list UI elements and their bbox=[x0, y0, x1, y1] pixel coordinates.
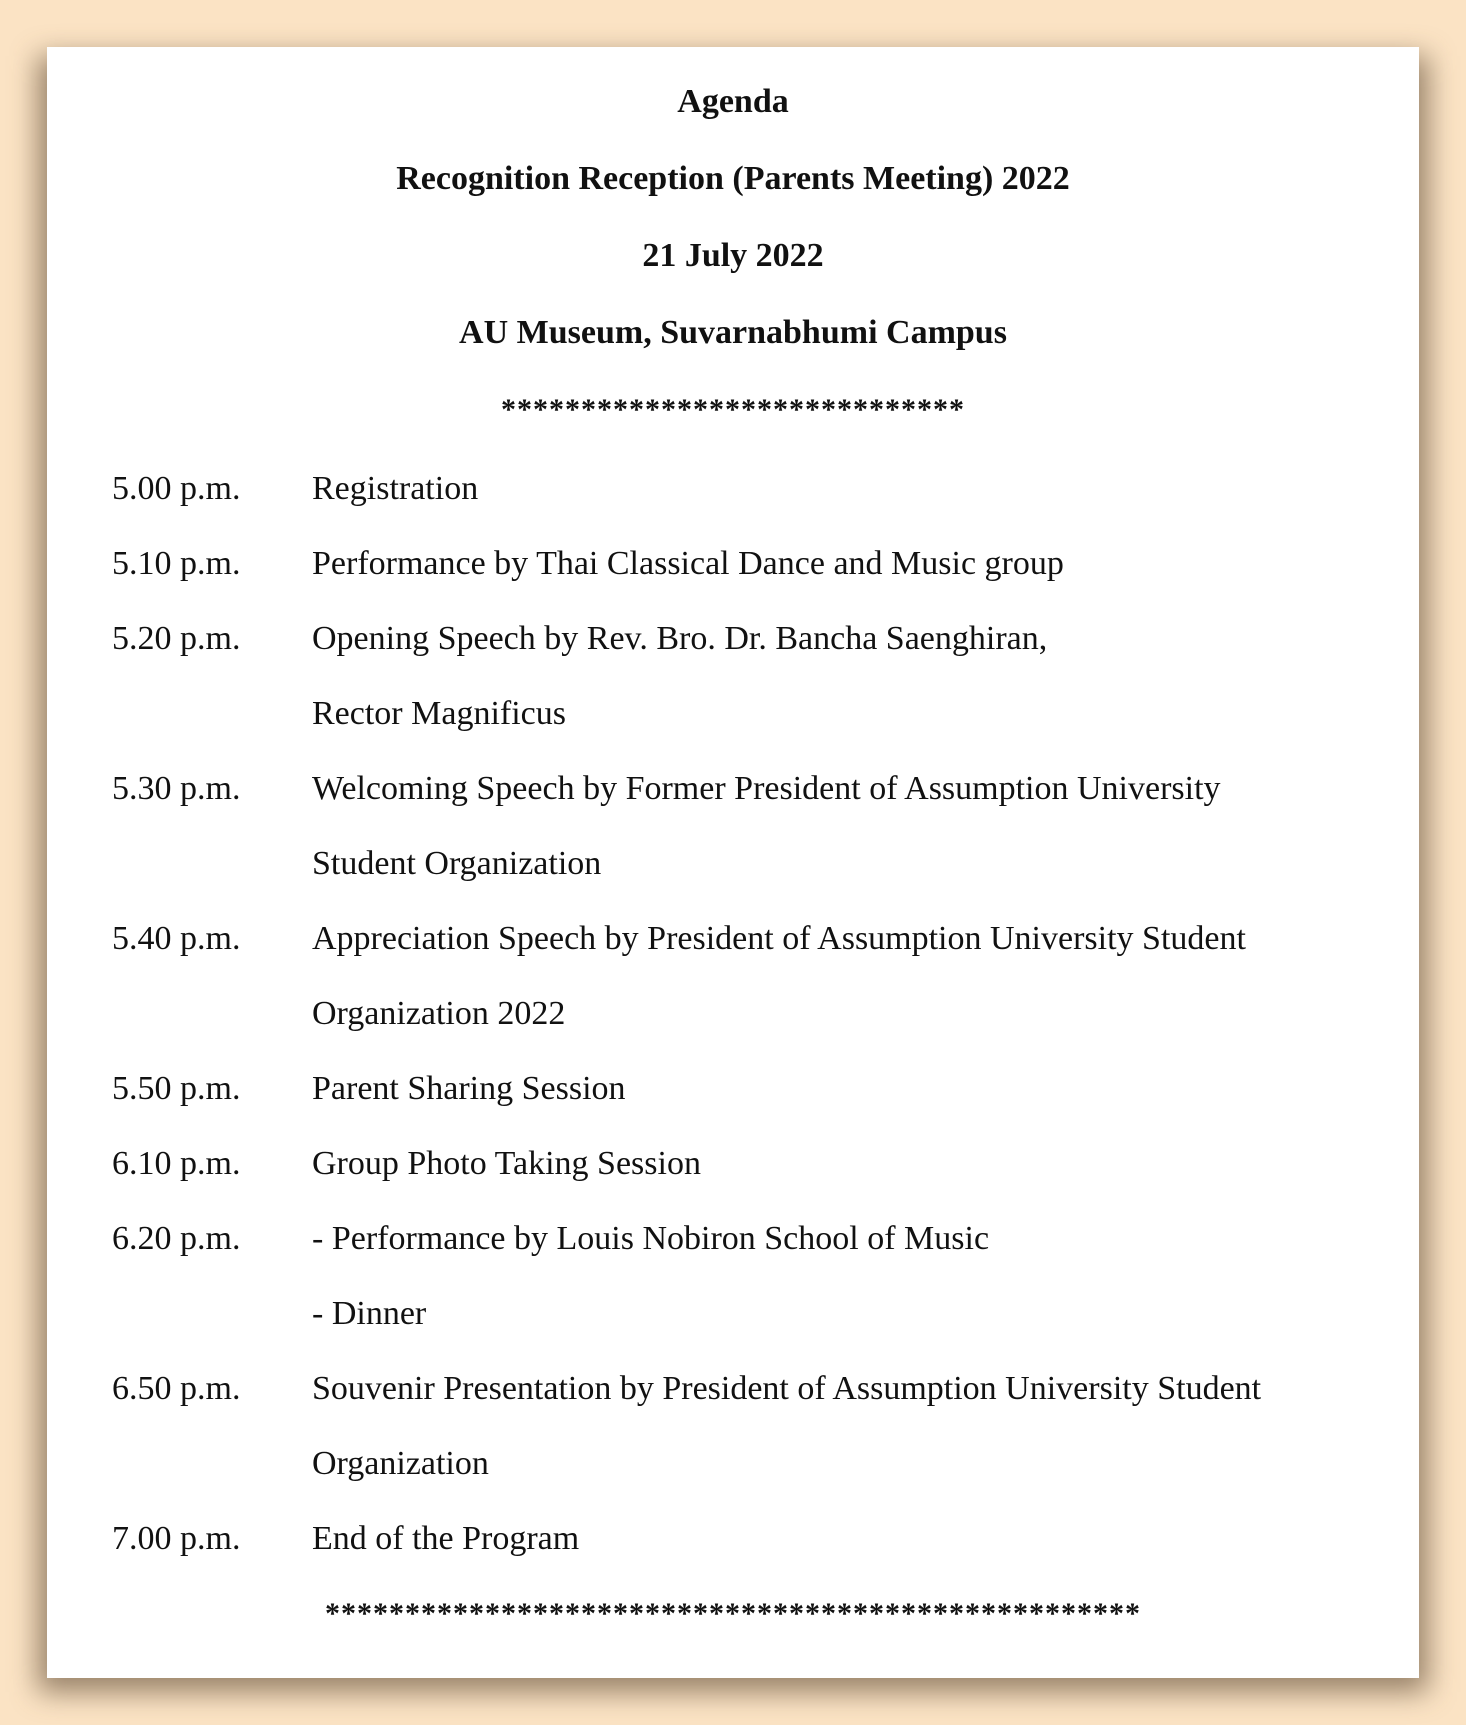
agenda-time: 7.00 p.m. bbox=[112, 1520, 241, 1557]
agenda-item: Performance by Thai Classical Dance and Music group bbox=[312, 545, 1064, 582]
event-venue: AU Museum, Suvarnabhumi Campus bbox=[459, 314, 1007, 351]
agenda-item: Appreciation Speech by President of Assumption University Student bbox=[312, 920, 1246, 957]
agenda-time: 5.40 p.m. bbox=[112, 920, 241, 957]
agenda-time: 6.50 p.m. bbox=[112, 1370, 241, 1407]
agenda-page bbox=[47, 47, 1419, 1678]
agenda-item: Group Photo Taking Session bbox=[312, 1145, 701, 1182]
agenda-item-continued: Organization bbox=[312, 1445, 489, 1482]
agenda-item-continued: Student Organization bbox=[312, 845, 602, 882]
agenda-item-continued: Rector Magnificus bbox=[312, 695, 566, 732]
agenda-item: Opening Speech by Rev. Bro. Dr. Bancha Saenghiran, bbox=[312, 620, 1048, 657]
agenda-item: - Performance by Louis Nobiron School of Music bbox=[312, 1220, 990, 1257]
agenda-time: 5.20 p.m. bbox=[112, 620, 241, 657]
agenda-time: 5.10 p.m. bbox=[112, 545, 241, 582]
agenda-item: End of the Program bbox=[312, 1520, 580, 1557]
agenda-time: 5.50 p.m. bbox=[112, 1070, 241, 1107]
agenda-title: Agenda bbox=[677, 83, 789, 120]
agenda-time: 5.00 p.m. bbox=[112, 470, 241, 507]
divider-bottom: *************************************************** bbox=[325, 1597, 1141, 1630]
agenda-item: Parent Sharing Session bbox=[312, 1070, 626, 1107]
agenda-time: 6.10 p.m. bbox=[112, 1145, 241, 1182]
agenda-time: 6.20 p.m. bbox=[112, 1220, 241, 1257]
agenda-item-continued: Organization 2022 bbox=[312, 995, 566, 1032]
agenda-item-continued: - Dinner bbox=[312, 1295, 427, 1332]
agenda-item: Welcoming Speech by Former President of Assumption University bbox=[312, 770, 1221, 807]
divider-top: ***************************** bbox=[501, 393, 965, 426]
event-name: Recognition Reception (Parents Meeting) 2022 bbox=[396, 160, 1070, 197]
agenda-item: Souvenir Presentation by President of Assumption University Student bbox=[312, 1370, 1262, 1407]
event-date: 21 July 2022 bbox=[642, 237, 824, 274]
agenda-time: 5.30 p.m. bbox=[112, 770, 241, 807]
agenda-item: Registration bbox=[312, 470, 479, 507]
